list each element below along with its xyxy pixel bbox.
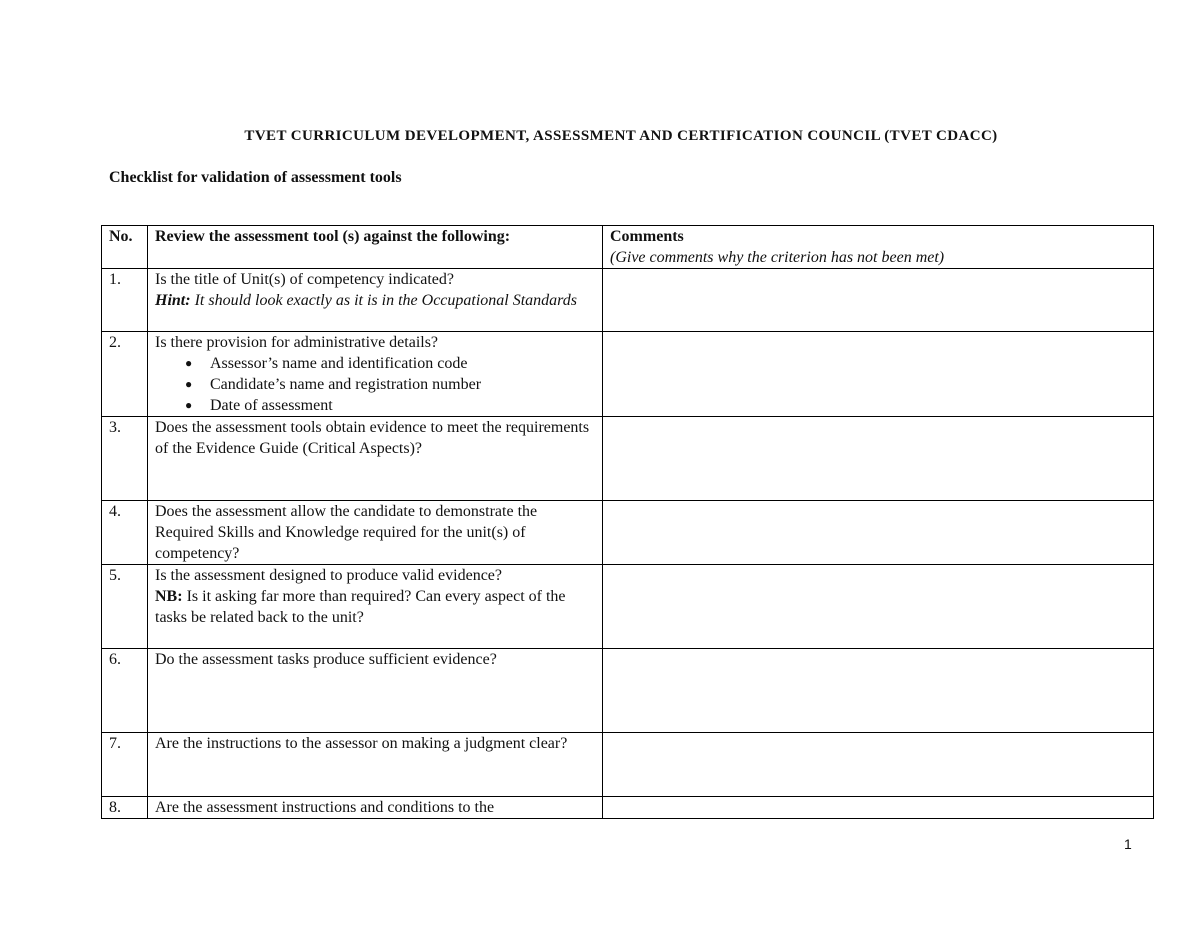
bullet-item: ● Date of assessment — [210, 395, 595, 416]
bullet-list — [155, 353, 595, 416]
nb-label: NB: — [155, 588, 183, 605]
row-criterion — [148, 565, 603, 649]
row-criterion: Are the assessment instructions and conditions to the — [148, 797, 603, 819]
comment-cell[interactable] — [603, 733, 1154, 797]
table-row — [102, 417, 1154, 501]
table-row — [102, 332, 1154, 417]
comment-cell[interactable] — [603, 565, 1154, 649]
table-row — [102, 733, 1154, 797]
table-row — [102, 797, 1154, 819]
document-title: TVET CURRICULUM DEVELOPMENT, ASSESSMENT AND CERTIFICATION COUNCIL (TVET CDACC) — [244, 128, 998, 144]
criterion-text: Is the title of Unit(s) of competency indicated? — [155, 271, 455, 288]
header-comments-note: (Give comments why the criterion has not been met) — [610, 249, 945, 266]
row-number: 6. — [102, 649, 148, 733]
comment-cell[interactable] — [603, 332, 1154, 417]
page-number: 1 — [1124, 836, 1132, 852]
row-criterion: Do the assessment tasks produce sufficient evidence? — [148, 649, 603, 733]
row-criterion: Does the assessment tools obtain evidence to meet the requirements of the Evidence Guide (Critical Aspects)? — [148, 417, 603, 501]
row-number: 1. — [102, 269, 148, 332]
header-comments-label: Comments — [610, 228, 684, 245]
criterion-text: Is the assessment designed to produce valid evidence? — [155, 567, 502, 584]
row-number: 4. — [102, 501, 148, 565]
document-subtitle: Checklist for validation of assessment tools — [109, 169, 402, 186]
comment-cell[interactable] — [603, 797, 1154, 819]
header-comments — [603, 226, 1154, 269]
row-criterion — [148, 269, 603, 332]
table-row — [102, 565, 1154, 649]
row-number: 8. — [102, 797, 148, 819]
row-criterion: Are the instructions to the assessor on making a judgment clear? — [148, 733, 603, 797]
row-number: 3. — [102, 417, 148, 501]
header-no: No. — [102, 226, 148, 269]
checklist-table — [101, 225, 1154, 819]
table-row — [102, 501, 1154, 565]
criterion-text: Is there provision for administrative details? — [155, 334, 439, 351]
table-row — [102, 269, 1154, 332]
row-number: 2. — [102, 332, 148, 417]
table-row — [102, 649, 1154, 733]
row-criterion — [148, 332, 603, 417]
hint-text: It should look exactly as it is in the Occupational Standards — [190, 292, 578, 309]
row-number: 7. — [102, 733, 148, 797]
table-header-row — [102, 226, 1154, 269]
bullet-item: ● Candidate’s name and registration number — [210, 374, 595, 395]
comment-cell[interactable] — [603, 269, 1154, 332]
bullet-item: ● Assessor’s name and identification code — [210, 353, 595, 374]
header-review: Review the assessment tool (s) against the following: — [148, 226, 603, 269]
hint-label: Hint: — [155, 292, 191, 309]
comment-cell[interactable] — [603, 417, 1154, 501]
comment-cell[interactable] — [603, 649, 1154, 733]
row-number: 5. — [102, 565, 148, 649]
nb-text: Is it asking far more than required? Can every aspect of the tasks be related back to the unit? — [155, 588, 566, 626]
row-criterion: Does the assessment allow the candidate to demonstrate the Required Skills and Knowledge required for the unit(s) of competency? — [148, 501, 603, 565]
comment-cell[interactable] — [603, 501, 1154, 565]
